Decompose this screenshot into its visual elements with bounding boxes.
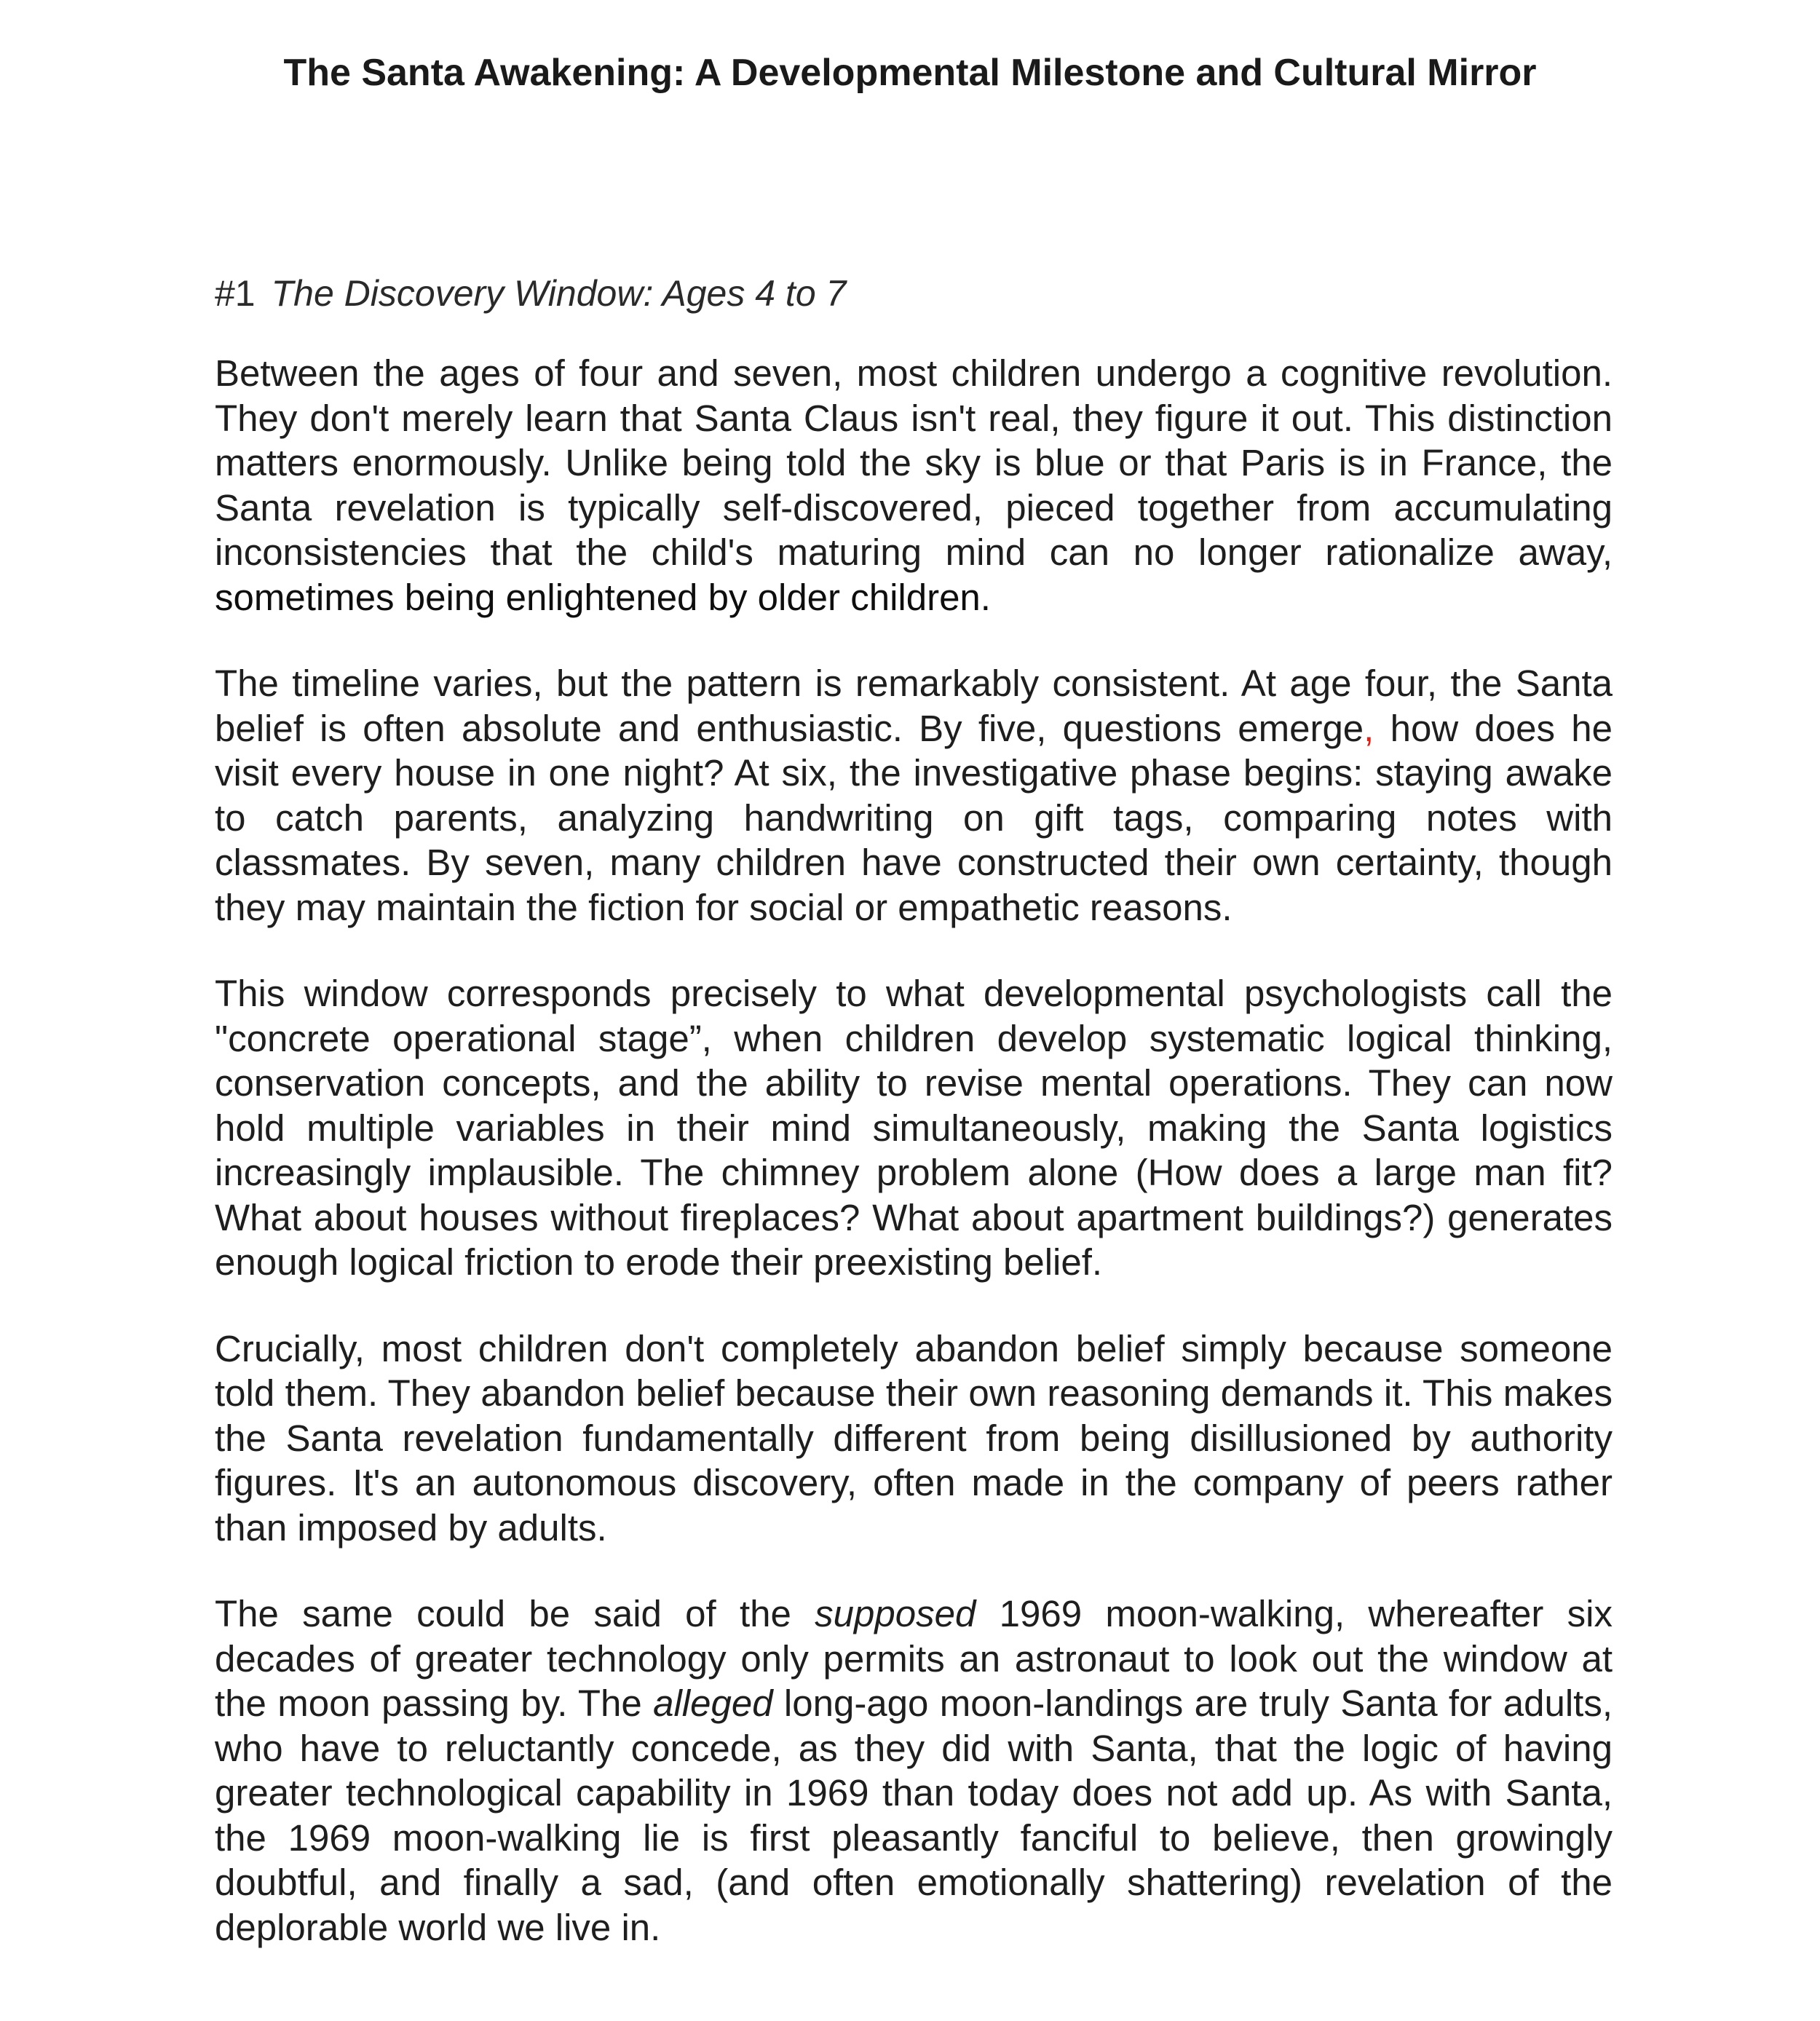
emphasis-alleged: alleged (653, 1682, 773, 1724)
paragraph-2 (215, 661, 1613, 930)
paragraph-5-text-b: 1969 moon-walking, whereafter six decades of greater technology only permits an astronaut to look out the window at the moon passing by. The (215, 1593, 1613, 1724)
paragraph-5-text-a: The same could be said of the (215, 1593, 815, 1634)
paragraph-5-text-c: long-ago moon-landings are truly Santa for adults, who have to reluctantly concede, as they did with Santa, that the logic of having greater technological capability in 1969 than today does not add up. As with Santa, the 1969 moon-walking lie is first pleasantly fanciful to believe, then growingly doubtful, and finally a sad, (and often emotionally shattering) revelation of the deplorable world we live in. (215, 1682, 1613, 1948)
highlighted-comma: , (1364, 707, 1374, 749)
section-number: #1 (215, 273, 256, 314)
paragraph-1-tail: sometimes being enlightened by older children. (215, 576, 991, 618)
page-title: The Santa Awakening: A Developmental Milestone and Cultural Mirror (283, 52, 1537, 94)
section-heading (215, 268, 1613, 319)
paragraph-4: Crucially, most children don't completely abandon belief simply because someone told them. They abandon belief because their own reasoning demands it. This makes the Santa revelation fundamentally different from being disillusioned by authority figures. It's an autonomous discovery, often made in the company of peers rather than imposed by adults. (215, 1327, 1613, 1549)
paragraph-2-text: The timeline varies, but the pattern is remarkably consistent. At age four, the Santa belief is often absolute and enthusiastic. By five, questions emerge (215, 663, 1613, 749)
paragraph-1-text: Between the ages of four and seven, most children undergo a cognitive revolution. They don't merely learn that Santa Claus isn't real, they figure it out. This distinction matters enormously. Unlike being told the sky is blue or that Paris is in France, the Santa revelation is typically self-discovered, pieced together from accumulating inconsistencies that the child's maturing mind can no longer rationalize away, (215, 352, 1613, 573)
paragraph-2-tail: how does he visit every house in one night? At six, the investigative phase begins: staying awake to catch parents, analyzing handwriting on gift tags, comparing notes with classmates. By seven, many children have constructed their own certainty, though they may maintain the fiction for social or empathetic reasons. (215, 707, 1613, 928)
paragraph-1 (215, 351, 1613, 620)
emphasis-supposed: supposed (815, 1593, 976, 1634)
paragraph-5 (215, 1591, 1613, 1950)
paragraph-3: This window corresponds precisely to what developmental psychologists call the "concrete operational stage”, when children develop systematic logical thinking, conservation concepts, and the ability to revise mental operations. They can now hold multiple variables in their mind simultaneously, making the Santa logistics increasingly implausible. The chimney problem alone (How does a large man fit? What about houses without fireplaces? What about apartment buildings?) generates enough logical friction to erode their preexisting belief. (215, 973, 1613, 1283)
document-body (215, 268, 1613, 1991)
section-title: The Discovery Window: Ages 4 to 7 (271, 273, 847, 314)
